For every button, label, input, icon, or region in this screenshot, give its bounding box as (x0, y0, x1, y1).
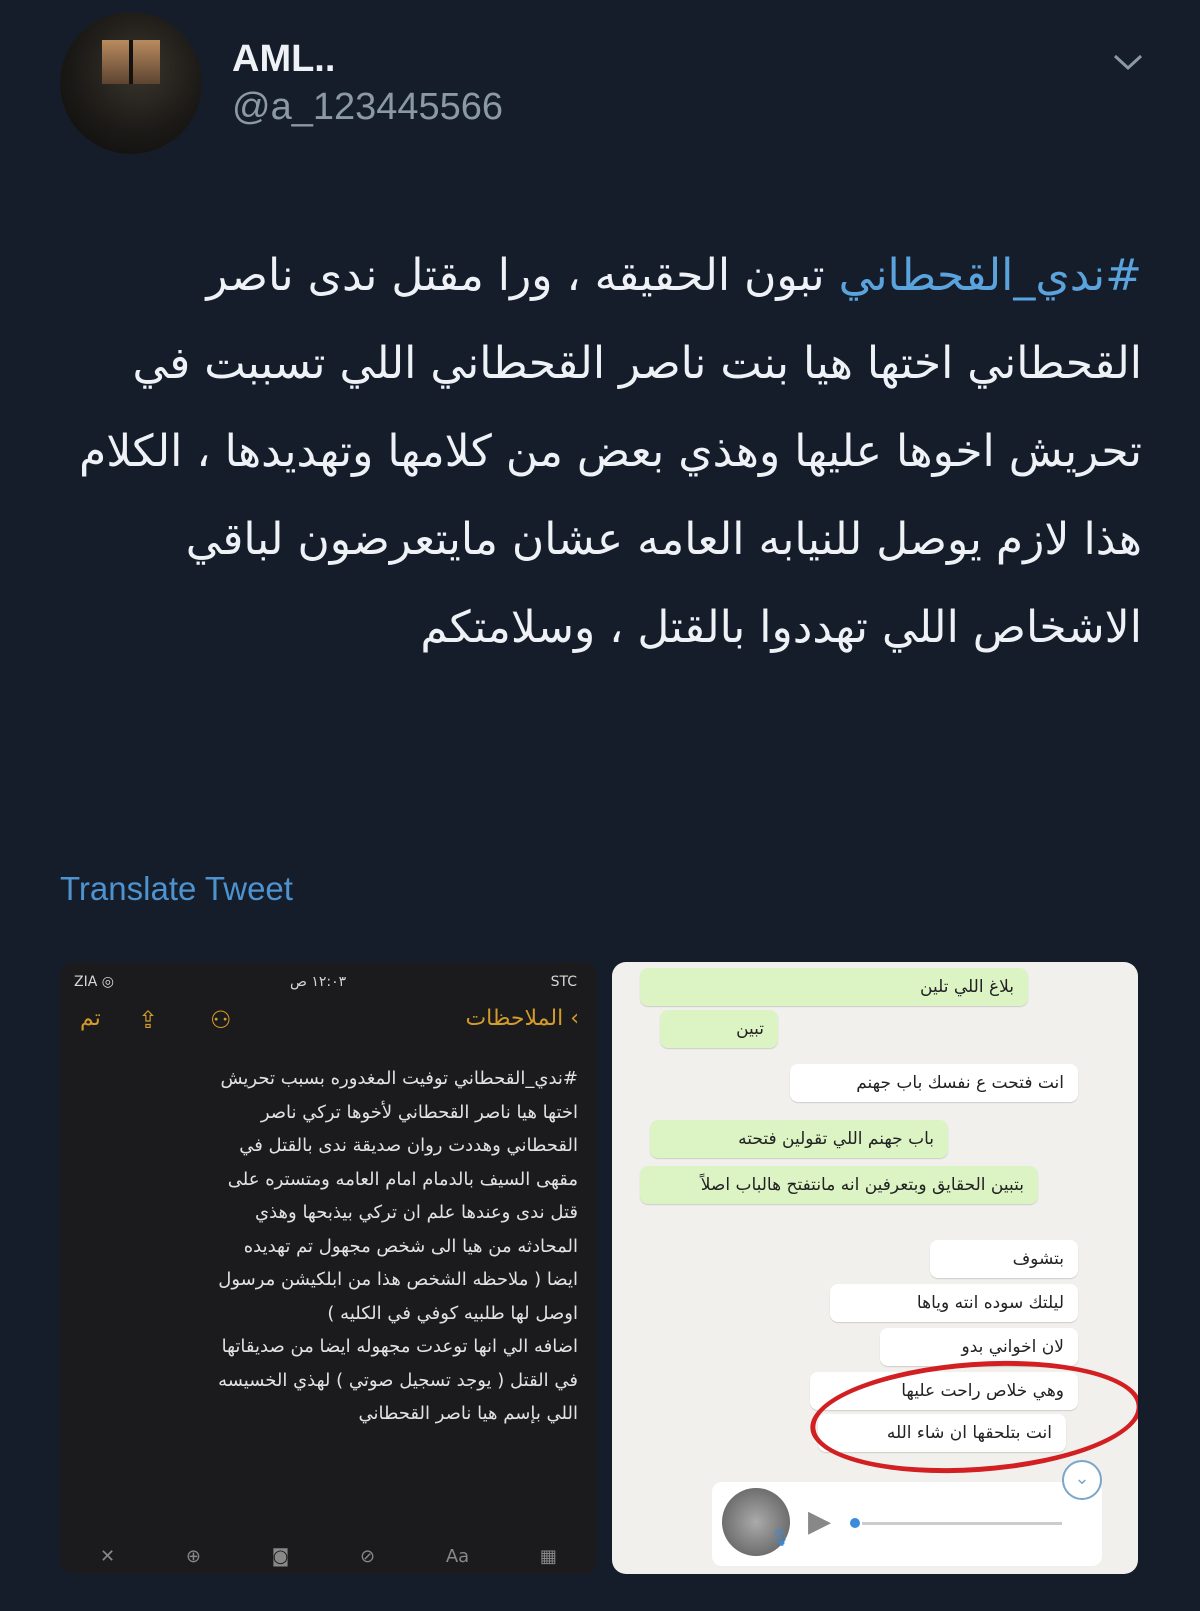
note-line: اللي بإسم هيا ناصر القحطاني (358, 1403, 578, 1424)
note-line: القحطاني وهددت روان صديقة ندى بالقتل في (239, 1135, 578, 1156)
note-line: ايضا ( ملاحظه الشخص هذا من ابلكيشن مرسول (218, 1269, 578, 1290)
chat-bubble: بتبين الحقايق وبتعرفين انه مانتفتح هالباب اصلاً (640, 1166, 1038, 1204)
camera-icon: ◙ (271, 1546, 290, 1567)
format-icon: Aa (445, 1546, 470, 1567)
notes-toolbar (100, 1546, 557, 1570)
note-line: اختها هيا ناصر القحطاني لأخوها تركي ناصر (260, 1101, 578, 1123)
collaborate-icon: ⚇ (210, 1006, 232, 1034)
avatar-window-image (102, 40, 160, 84)
status-bar (60, 968, 597, 998)
play-icon: ▶ (808, 1504, 832, 1539)
chat-screenshot-image[interactable] (612, 962, 1138, 1574)
mic-icon: 🎙 (770, 1528, 791, 1547)
chat-bubble: لان اخواني بدو (880, 1328, 1078, 1366)
note-line: قتل ندى وعندها علم ان تركي بيذبحها وهذي (255, 1202, 578, 1223)
note-line: في القتل ( يوجد تسجيل صوتي ) لهذي الخسيسه (218, 1369, 578, 1391)
share-icon: ⇪ (138, 1006, 159, 1034)
note-line: #ندي_القحطاني توفيت المغدوره بسبب تحريش (220, 1068, 578, 1089)
note-line: مقهى السيف بالدمام امام العامه ومتستره على (227, 1168, 578, 1190)
notes-back-label: الملاحظات (465, 1006, 564, 1031)
note-line: اضافه الي انها توعدت مجهوله ايضا من صديقاتها (221, 1336, 578, 1357)
chevron-right-icon: › (570, 1006, 579, 1031)
chat-bubble: ليلتك سوده انته وياها (830, 1284, 1078, 1322)
notes-done-button: تم (80, 1006, 101, 1031)
user-handle[interactable]: @a_123445566 (232, 86, 504, 128)
note-line: اوصل لها طلبيه كوفي في الكليه ) (327, 1302, 578, 1324)
chat-bubble: انت فتحت ع نفسك باب جهنم (790, 1064, 1078, 1102)
tweet-body: تبون الحقيقه ، ورا مقتل ندى ناصر القحطاني اختها هيا بنت ناصر القحطاني اللي تسببت في تحريش اخوها عليها وهذي بعض من كلامها وتهديدها ، الكلام هذا لازم يوصل للنيابه العامه عشان مايتعرضون لباقي الاشخاص اللي تهددوا بالقتل ، وسلامتكم (78, 250, 1142, 653)
voice-progress-dot (850, 1518, 860, 1528)
chat-bubble: بتشوف (930, 1240, 1078, 1278)
tweet-text (70, 232, 1142, 672)
status-left: ZIA ◎ (74, 974, 114, 990)
voice-progress-track (862, 1522, 1062, 1525)
chat-bubble: باب جهنم اللي تقولين فتحته (650, 1120, 948, 1158)
status-carrier: STC (550, 974, 577, 990)
chat-bubble: تبين (660, 1010, 778, 1048)
note-line: المحادثه من هيا الى شخص مجهول تم تهديده (243, 1235, 578, 1257)
markup-icon: ⊘ (359, 1546, 376, 1567)
chat-bubble: وهي خلاص راحت عليها (810, 1372, 1078, 1410)
display-name[interactable]: AML.. (232, 38, 336, 80)
status-time: ١٢:٠٣ ص (290, 974, 347, 990)
note-body (78, 1062, 578, 1431)
translate-tweet-link[interactable]: Translate Tweet (60, 870, 293, 907)
hashtag-link[interactable]: #ندي_القحطاني (838, 250, 1142, 301)
notes-screenshot-image[interactable] (60, 962, 597, 1574)
notes-back-button (465, 1006, 579, 1031)
close-icon: ✕ (100, 1546, 116, 1567)
chevron-down-icon[interactable] (1112, 52, 1144, 72)
voice-message (712, 1482, 1102, 1566)
table-icon: ▦ (539, 1546, 557, 1567)
chat-bubble: بلاغ اللي تلين (640, 968, 1028, 1006)
avatar[interactable] (60, 12, 202, 154)
add-icon: ⊕ (185, 1546, 201, 1567)
chat-bubble: انت بتلحقها ان شاء الله (818, 1414, 1066, 1452)
scroll-down-icon: ⌄ (1062, 1460, 1102, 1500)
